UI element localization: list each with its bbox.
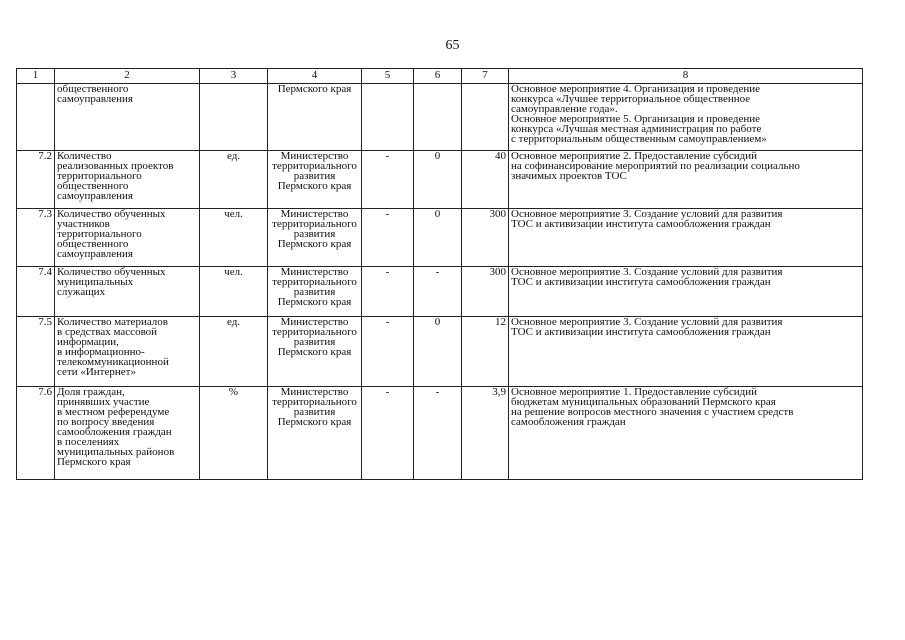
value-cell-5: - [362,209,414,267]
activity-cell: Основное мероприятие 3. Создание условий для развития ТОС и активизации института самообложения граждан [509,317,863,387]
responsible-cell: Министерство территориального развития Пермского края [268,387,362,480]
indicator-cell: общественного самоуправления [55,84,200,151]
column-number-row [17,69,863,84]
page-number: 65 [445,38,460,53]
row-number-cell [17,84,55,151]
table-row [17,151,863,209]
indicator-cell: Количество материалов в средствах массовой информации, в информационно- телекоммуникационной сети «Интернет» [55,317,200,387]
value-cell-7: 40 [462,151,509,209]
indicator-cell: Количество реализованных проектов территориального общественного самоуправления [55,151,200,209]
unit-cell: чел. [200,209,268,267]
value-cell-7: 3,9 [462,387,509,480]
responsible-cell: Министерство территориального развития Пермского края [268,267,362,317]
activity-cell: Основное мероприятие 3. Создание условий для развития ТОС и активизации института самообложения граждан [509,209,863,267]
column-header: 4 [268,69,362,84]
unit-cell: ед. [200,317,268,387]
column-header: 5 [362,69,414,84]
unit-cell: чел. [200,267,268,317]
responsible-cell: Министерство территориального развития Пермского края [268,317,362,387]
column-header: 7 [462,69,509,84]
row-number-cell: 7.4 [17,267,55,317]
value-cell-7: 300 [462,209,509,267]
activity-cell: Основное мероприятие 4. Организация и проведение конкурса «Лучшее территориальное общественное самоуправление года». Основное мероприятие 5. Организация и проведение конкурса «Лучшая местная администрация по работе с территориальным общественным самоуправлением» [509,84,863,151]
row-number-cell: 7.3 [17,209,55,267]
activity-cell: Основное мероприятие 2. Предоставление субсидий на софинансирование мероприятий по реализации социально значимых проектов ТОС [509,151,863,209]
column-header: 2 [55,69,200,84]
column-header: 8 [509,69,863,84]
value-cell-5: - [362,267,414,317]
indicator-cell: Доля граждан, принявших участие в местном референдуме по вопросу введения самообложения граждан в поселениях муниципальных районов Пермского края [55,387,200,480]
value-cell-5 [362,84,414,151]
indicator-cell: Количество обученных муниципальных служащих [55,267,200,317]
value-cell-6: 0 [414,209,462,267]
unit-cell [200,84,268,151]
value-cell-6 [414,84,462,151]
value-cell-5: - [362,387,414,480]
value-cell-5: - [362,151,414,209]
value-cell-7: 300 [462,267,509,317]
column-header: 3 [200,69,268,84]
table-row [17,317,863,387]
column-header: 6 [414,69,462,84]
table-row [17,209,863,267]
indicators-table [16,68,863,480]
table-row [17,387,863,480]
responsible-cell: Министерство территориального развития Пермского края [268,209,362,267]
value-cell-6: - [414,387,462,480]
row-number-cell: 7.5 [17,317,55,387]
unit-cell: % [200,387,268,480]
responsible-cell: Пермского края [268,84,362,151]
unit-cell: ед. [200,151,268,209]
value-cell-7: 12 [462,317,509,387]
value-cell-6: 0 [414,317,462,387]
value-cell-6: - [414,267,462,317]
value-cell-6: 0 [414,151,462,209]
row-number-cell: 7.6 [17,387,55,480]
responsible-cell: Министерство территориального развития Пермского края [268,151,362,209]
column-header: 1 [17,69,55,84]
activity-cell: Основное мероприятие 1. Предоставление субсидий бюджетам муниципальных образований Пермского края на решение вопросов местного значения с участием средств самообложения граждан [509,387,863,480]
activity-cell: Основное мероприятие 3. Создание условий для развития ТОС и активизации института самообложения граждан [509,267,863,317]
table-row [17,267,863,317]
value-cell-7 [462,84,509,151]
table-row [17,84,863,151]
indicator-cell: Количество обученных участников территориального общественного самоуправления [55,209,200,267]
row-number-cell: 7.2 [17,151,55,209]
value-cell-5: - [362,317,414,387]
